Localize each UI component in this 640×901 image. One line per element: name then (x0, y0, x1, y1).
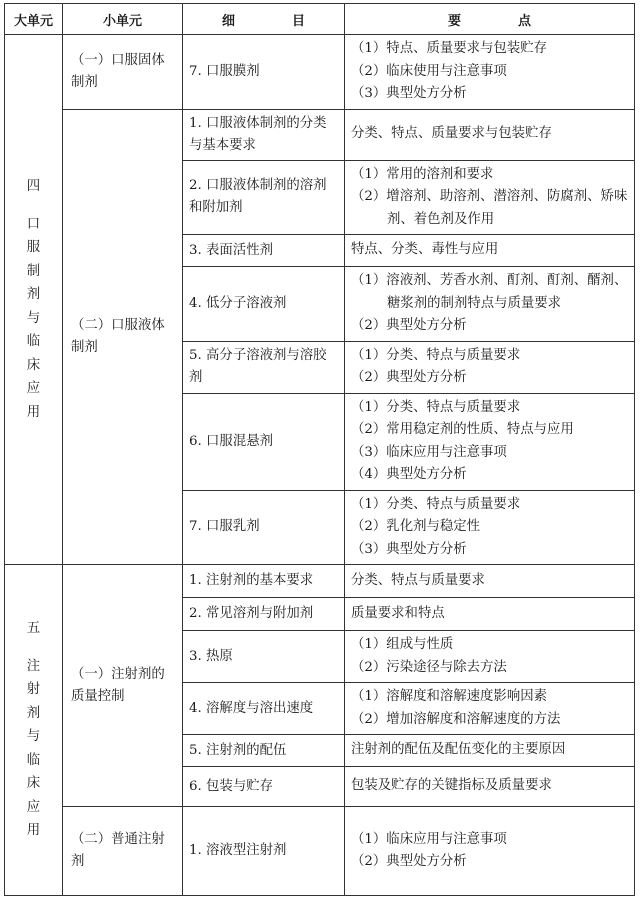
item-cell (183, 598, 345, 631)
unit-title-char: 剂 (26, 287, 41, 302)
unit-title-char: 四 (26, 179, 41, 194)
point-line: （2）典型处方分析 (351, 854, 467, 869)
item-name: 7. 口服乳剂 (189, 519, 260, 535)
point-line: （1）分类、特点与质量要求 (351, 347, 521, 363)
table-row (5, 565, 635, 598)
item-cell (183, 807, 345, 896)
item-name: 3. 热原 (189, 648, 233, 664)
header-unit: 大单元 (5, 4, 63, 35)
points-cell (345, 565, 635, 598)
unit-title-cell (5, 35, 63, 565)
item-cell (183, 160, 345, 235)
points-cell (345, 598, 635, 631)
point-line: （2）典型处方分析 (351, 318, 467, 333)
point-line: （1）分类、特点与质量要求 (351, 496, 521, 512)
unit-title-char: 与 (26, 729, 41, 745)
points-cell (345, 235, 635, 267)
unit-title-char: 用 (26, 404, 41, 420)
item-name: 4. 低分子溶液剂 (189, 295, 287, 311)
item-name: 4. 溶解度与溶出速度 (189, 700, 314, 716)
item-name: 7. 口服膜剂 (189, 63, 260, 79)
point-line: 包装及贮存的关键指标及质量要求 (351, 778, 552, 794)
unit-title-char: 服 (26, 240, 41, 255)
points-cell (345, 735, 635, 767)
subunit-cell (63, 35, 183, 110)
table-row (5, 35, 635, 110)
subunit-name: （一）口服固体制剂 (71, 52, 165, 90)
point-line: （3）典型处方分析 (351, 86, 467, 101)
item-name: 6. 包装与贮存 (189, 778, 273, 794)
item-name: 1. 口服液体制剂的分类与基本要求 (189, 115, 327, 153)
subunit-cell (63, 565, 183, 807)
point-line: 注射剂的配伍及配伍变化的主要原因 (351, 742, 566, 758)
unit-title-char: 射 (26, 682, 41, 698)
syllabus-table (4, 3, 635, 896)
points-cell (345, 393, 635, 490)
points-cell (345, 767, 635, 807)
point-line: （1）临床应用与注意事项 (351, 831, 507, 847)
item-name: 1. 注射剂的基本要求 (189, 573, 314, 588)
unit-title-char: 剂 (26, 705, 41, 721)
item-name: 2. 口服液体制剂的溶剂和附加剂 (189, 178, 327, 216)
item-name: 6. 口服混悬剂 (189, 433, 273, 449)
item-cell (183, 631, 345, 683)
item-cell (183, 235, 345, 267)
point-line: （2）乳化剂与稳定性 (351, 519, 481, 534)
unit-title-char: 临 (26, 334, 41, 349)
point-line: （2）临床使用与注意事项 (351, 63, 507, 79)
point-line: （1）特点、质量要求与包装贮存 (351, 41, 547, 56)
point-line: （1）分类、特点与质量要求 (351, 399, 521, 415)
item-cell (183, 267, 345, 342)
point-line: （3）临床应用与注意事项 (351, 444, 507, 460)
point-line: （2）增加溶解度和溶解速度的方法 (351, 711, 561, 727)
subunit-cell (63, 109, 183, 565)
unit-title-char: 五 (26, 621, 41, 637)
point-line: （3）典型处方分析 (351, 541, 467, 557)
unit-title-char: 用 (26, 823, 41, 839)
point-line: 分类、特点、质量要求与包装贮存 (351, 126, 552, 142)
unit-title-char: 临 (26, 752, 41, 768)
unit-title-char (5, 199, 62, 213)
point-line: （2）常用稳定剂的性质、特点与应用 (351, 422, 574, 437)
points-cell (345, 807, 635, 896)
item-name: 2. 常见溶剂与附加剂 (189, 606, 314, 621)
item-cell (183, 683, 345, 735)
item-cell (183, 341, 345, 393)
subunit-name: （二）口服液体制剂 (71, 317, 165, 355)
unit-title-char: 应 (26, 799, 41, 815)
points-cell (345, 267, 635, 342)
point-line: （1）溶液剂、芳香水剂、酊剂、酊剂、醑剂、糖浆剂的制剂特点与质量要求 (351, 273, 628, 311)
points-cell (345, 109, 635, 160)
points-cell (345, 631, 635, 683)
point-line: 特点、分类、毒性与应用 (351, 242, 499, 258)
unit-title (5, 617, 62, 843)
header-points: 要 点 (345, 4, 635, 35)
points-cell (345, 35, 635, 110)
unit-title-char: 注 (26, 658, 41, 674)
point-line: （1）组成与性质 (351, 637, 454, 652)
point-line: （2）增溶剂、助溶剂、潜溶剂、防腐剂、矫味剂、着色剂及作用 (351, 189, 628, 227)
points-cell (345, 160, 635, 235)
item-name: 3. 表面活性剂 (189, 242, 273, 258)
points-cell (345, 683, 635, 735)
unit-title-char: 制 (26, 263, 41, 279)
item-cell (183, 565, 345, 598)
item-cell (183, 490, 345, 565)
unit-title-char: 口 (26, 216, 41, 232)
item-name: 1. 溶液型注射剂 (189, 843, 287, 858)
item-cell (183, 35, 345, 110)
points-cell (345, 490, 635, 565)
point-line: （2）污染途径与除去方法 (351, 659, 507, 675)
header-subunit: 小单元 (63, 4, 183, 35)
table-row (5, 109, 635, 160)
item-name: 5. 注射剂的配伍 (189, 742, 287, 758)
item-cell (183, 109, 345, 160)
unit-title-char: 与 (26, 310, 41, 326)
unit-title-char: 床 (26, 357, 41, 373)
points-cell (345, 341, 635, 393)
item-cell (183, 767, 345, 807)
subunit-name: （二）普通注射剂 (71, 832, 165, 869)
point-line: （1）溶解度和溶解速度影响因素 (351, 689, 547, 704)
item-name: 5. 高分子溶液剂与溶胶剂 (189, 348, 327, 385)
item-cell (183, 735, 345, 767)
unit-title-cell (5, 565, 63, 896)
item-cell (183, 393, 345, 490)
point-line: （4）典型处方分析 (351, 467, 467, 482)
unit-title-char: 应 (26, 381, 41, 396)
header-item: 细 目 (183, 4, 345, 35)
subunit-cell (63, 807, 183, 896)
table-row (5, 807, 635, 896)
unit-title-char (5, 641, 62, 655)
unit-title (5, 175, 62, 424)
point-line: 质量要求和特点 (351, 605, 445, 621)
subunit-name: （一）注射剂的质量控制 (71, 666, 165, 704)
point-line: （1）常用的溶剂和要求 (351, 166, 494, 182)
table-body (5, 4, 635, 896)
unit-title-char: 床 (26, 776, 41, 792)
point-line: 分类、特点与质量要求 (351, 572, 485, 588)
header-row (5, 4, 635, 35)
point-line: （2）典型处方分析 (351, 370, 467, 385)
